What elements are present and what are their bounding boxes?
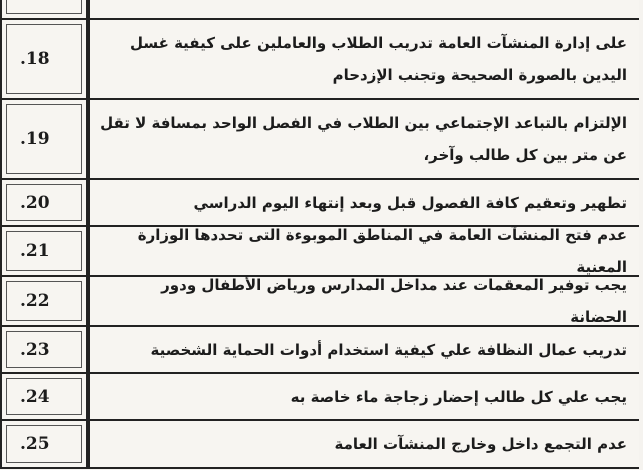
row-text-cell — [88, 327, 639, 372]
row-text: يجب علي كل طالب إحضار زجاجة ماء خاصة به — [290, 387, 627, 406]
table-row — [0, 327, 639, 374]
row-text: الإلتزام بالتباعد الإجتماعي بين الطلاب في الفصل الواحد بمسافة لا تقل عن متر بين كل طالب وآخر، — [100, 114, 627, 164]
table-row — [0, 421, 639, 469]
row-text: يجب توفير المعقمات عند مداخل المدارس ورياض الأطفال ودور الحضانة — [161, 276, 627, 326]
row-text: تدريب عمال النظافة علي كيفية استخدام أدوات الحماية الشخصية — [150, 340, 627, 359]
row-number-cell: .18 — [0, 20, 88, 98]
row-number-cell: .24 — [0, 374, 88, 419]
row-text-cell — [88, 277, 639, 325]
row-number-cell: .25 — [0, 421, 88, 467]
table-row — [0, 100, 639, 180]
row-text: تطهير وتعقيم كافة الفصول قبل وبعد إنتهاء اليوم الدراسي — [193, 193, 627, 212]
row-text: عدم التجمع داخل وخارج المنشآت العامة — [334, 435, 627, 453]
table-row — [0, 374, 639, 421]
table-row — [0, 277, 639, 327]
row-number-cell: .19 — [0, 100, 88, 178]
row-text-cell — [88, 374, 639, 419]
row-text-cell — [88, 100, 639, 178]
table-row — [0, 0, 639, 20]
row-number-cell — [0, 0, 88, 18]
row-text-cell — [88, 421, 639, 467]
table-row — [0, 20, 639, 100]
row-text: على إدارة المنشآت العامة تدريب الطلاب والعاملين على كيفية غسل اليدين بالصورة الصحيحة وتجنب الإزدحام — [129, 34, 627, 84]
row-text-cell — [88, 0, 639, 18]
row-number-cell: .22 — [0, 277, 88, 325]
row-text-cell — [88, 227, 639, 275]
row-text-cell — [88, 20, 639, 98]
row-number-cell: .20 — [0, 180, 88, 225]
row-text: عدم فتح المنشآت العامة في المناطق الموبوءة التى تحددها الوزارة المعنية — [137, 226, 627, 276]
row-number-cell: .23 — [0, 327, 88, 372]
row-number-cell: .21 — [0, 227, 88, 275]
